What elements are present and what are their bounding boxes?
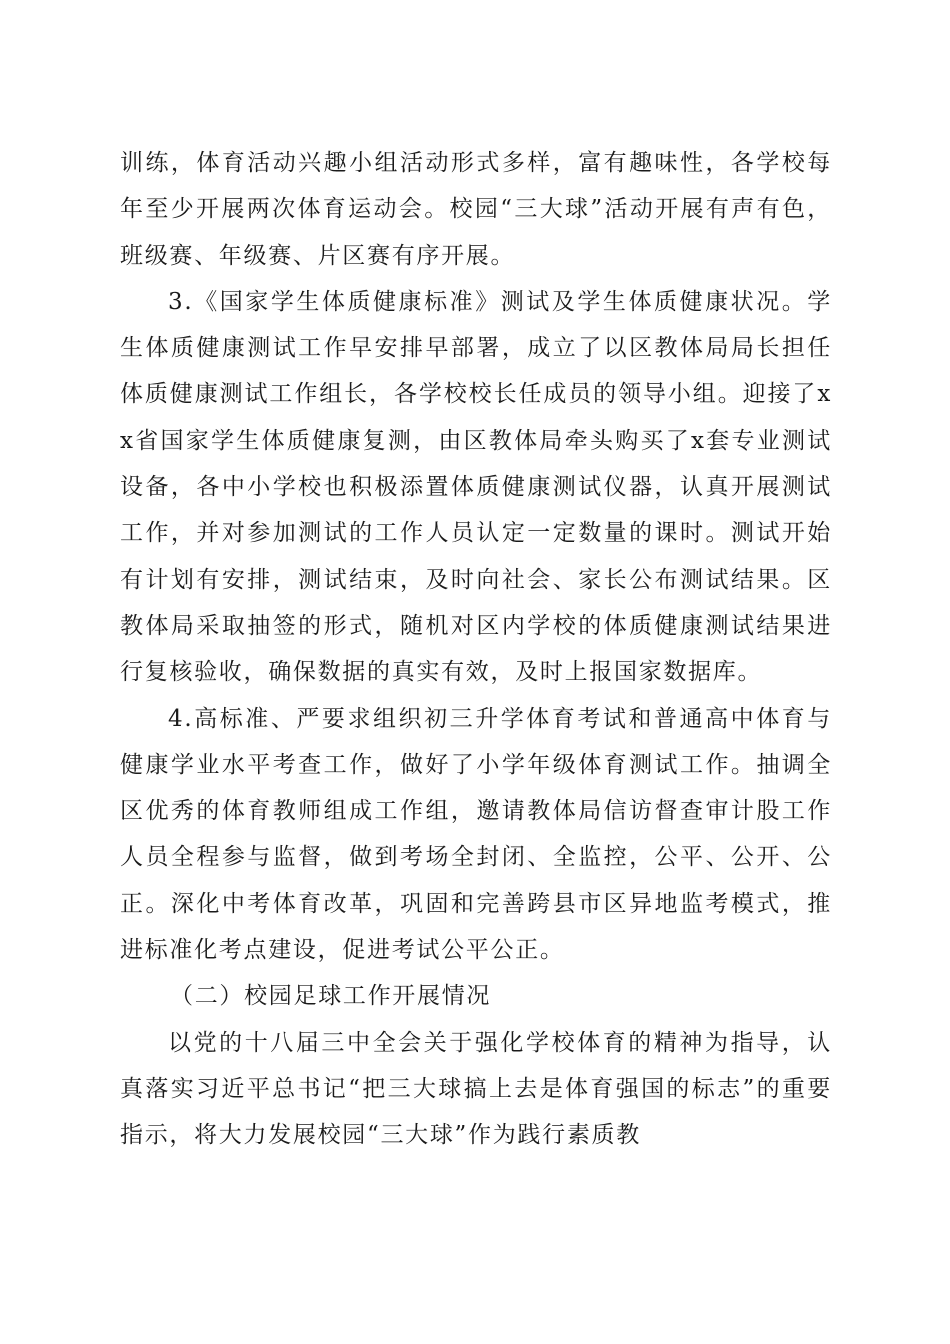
paragraph-continuation: 训练，体育活动兴趣小组活动形式多样，富有趣味性，各学校每年至少开展两次体育运动会。校园“三大球”活动开展有声有色，班级赛、年级赛、片区赛有序开展。 — [120, 150, 832, 269]
paragraph-item-4: 4.高标准、严要求组织初三升学体育考试和普通高中体育与健康学业水平考查工作，做好了小学年级体育测试工作。抽调全区优秀的体育教师组成工作组，邀请教体局信访督查审计股工作人员全程参与监督，做到考场全封闭、全监控，公平、公开、公正。深化中考体育改革，巩固和完善跨县市区异地监考模式，推进标准化考点建设，促进考试公平公正。 — [120, 705, 832, 964]
document-body — [120, 140, 832, 1159]
section-heading: （二）校园足球工作开展情况 — [170, 983, 492, 1010]
paragraph-closing: 以党的十八届三中全会关于强化学校体育的精神为指导，认真落实习近平总书记“把三大球搞上去是体育强国的标志”的重要指示，将大力发展校园“三大球”作为践行素质教 — [120, 1029, 832, 1149]
paragraph-item-3: 3.《国家学生体质健康标准》测试及学生体质健康状况。学生体质健康测试工作早安排早部署，成立了以区教体局局长担任体质健康测试工作组长，各学校校长任成员的领导小组。迎接了xx省国家学生体质健康复测，由区教体局牵头购买了x套专业测试设备，各中小学校也积极添置体质健康测试仪器，认真开展测试工作，并对参加测试的工作人员认定一定数量的课时。测试开始有计划有安排，测试结束，及时向社会、家长公布测试结果。区教体局采取抽签的形式，随机对区内学校的体质健康测试结果进行复核验收，确保数据的真实有效，及时上报国家数据库。 — [120, 288, 832, 686]
